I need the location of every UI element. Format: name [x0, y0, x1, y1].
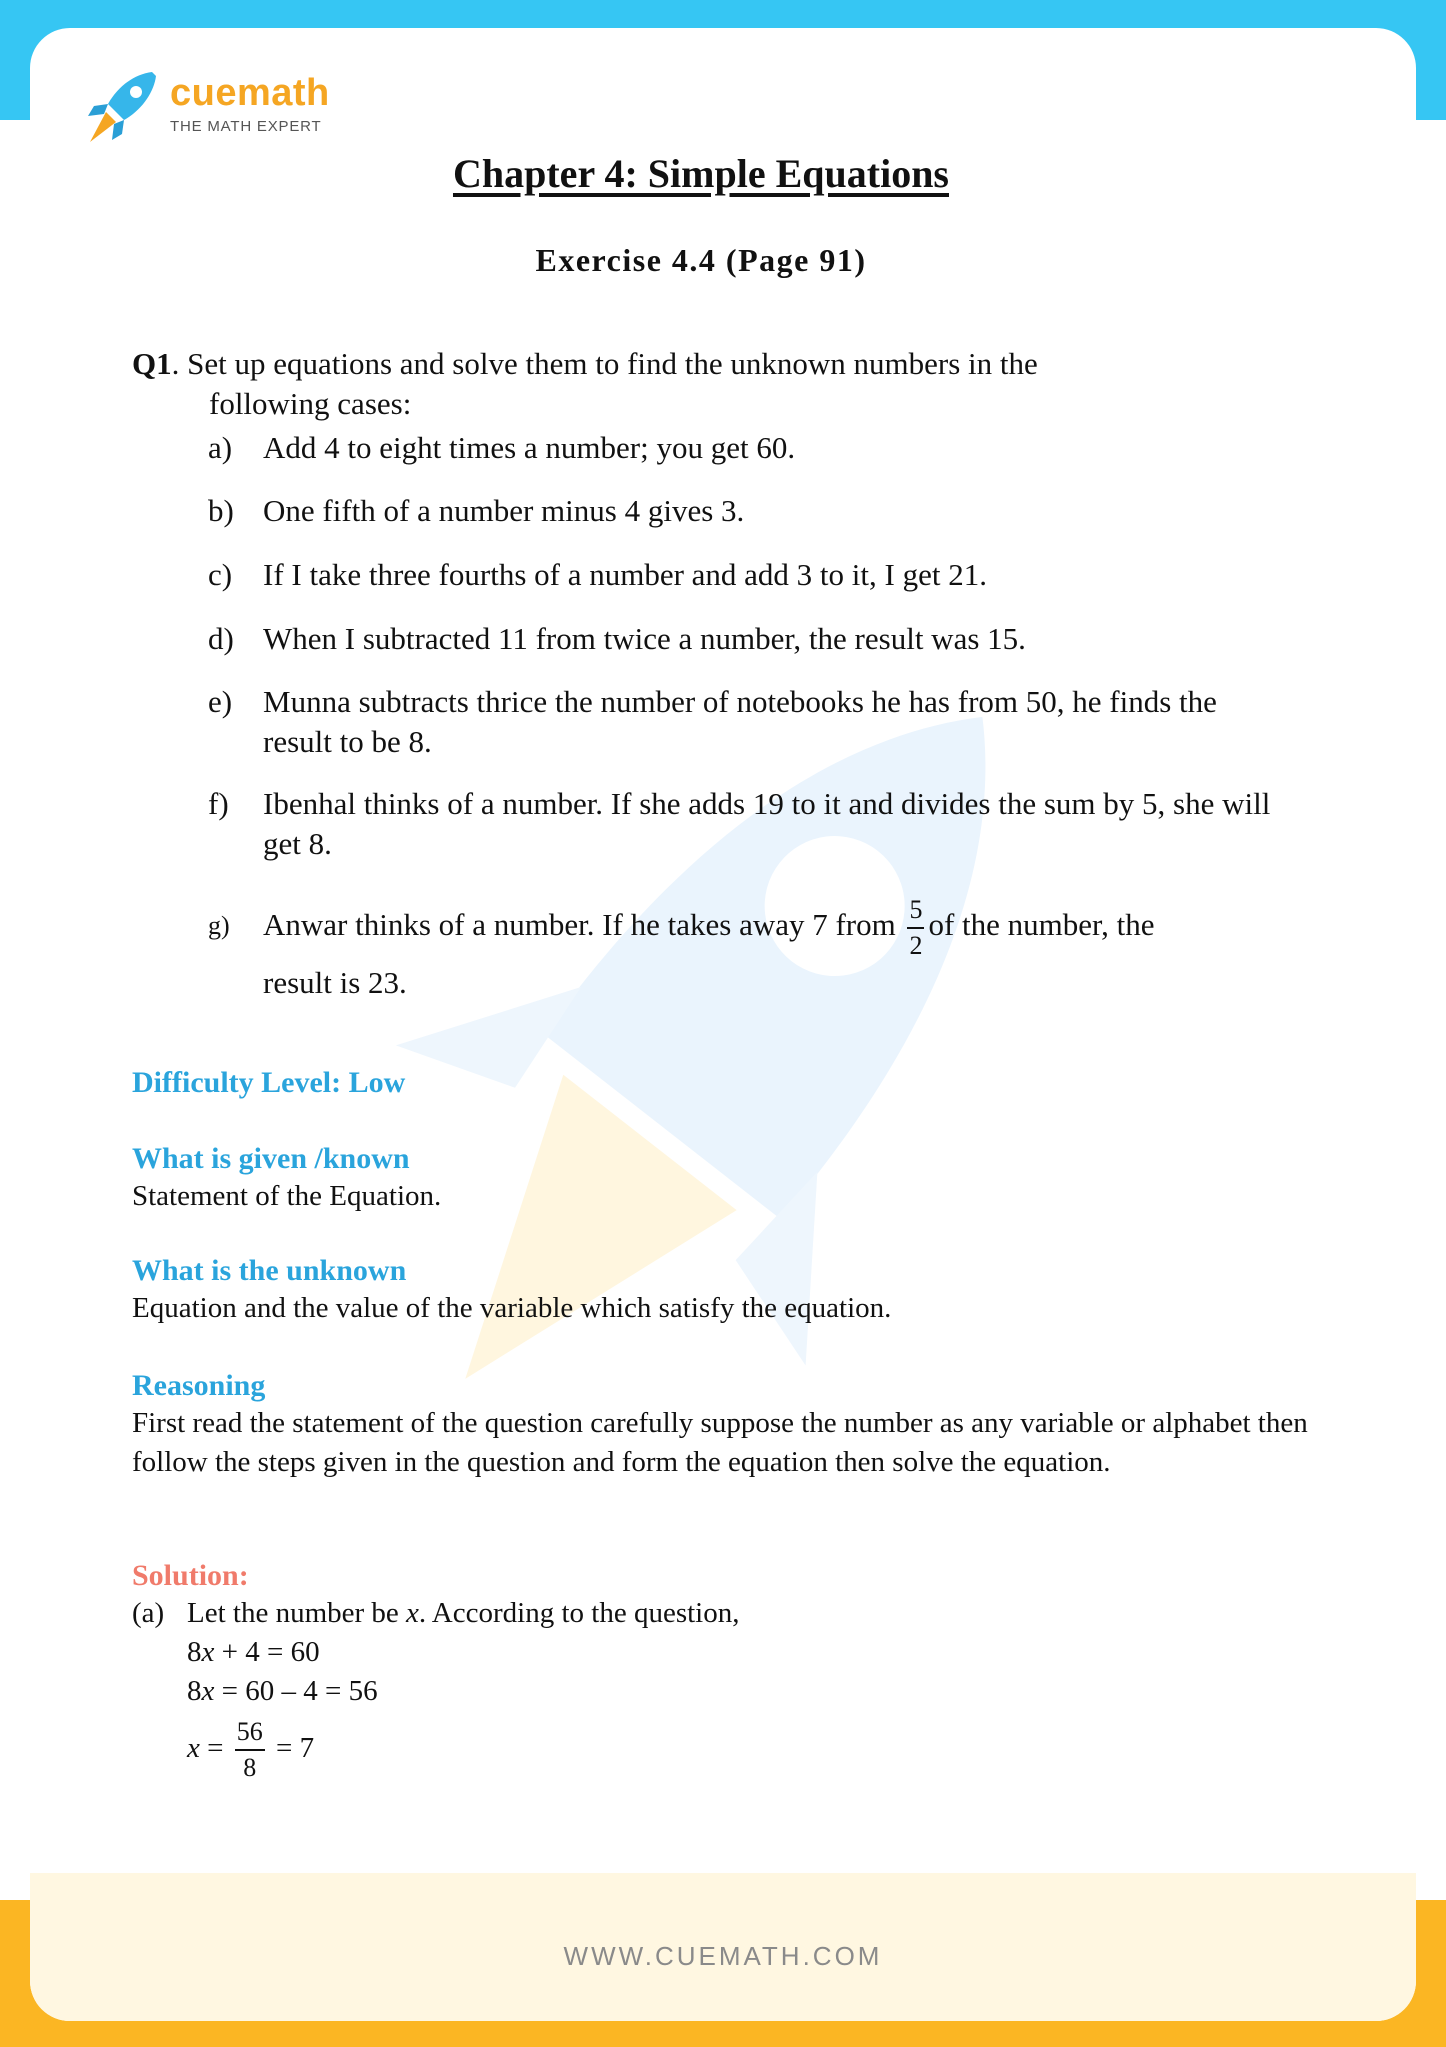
item-g-text-after: of the number, the [928, 907, 1155, 942]
item-text [263, 890, 1155, 960]
difficulty-heading: Difficulty Level: Low [132, 1066, 406, 1099]
given-heading: What is given /known [132, 1142, 410, 1175]
eq2-rest: = 60 – 4 = 56 [214, 1675, 378, 1707]
equation-line-1 [187, 1633, 320, 1671]
fraction [235, 1719, 265, 1781]
solution-part-label: (a) [132, 1597, 165, 1629]
unknown-text: Equation and the value of the variable which satisfy the equation. [132, 1292, 892, 1324]
item-text: Add 4 to eight times a number; you get 60. [263, 430, 796, 465]
unknown-heading: What is the unknown [132, 1254, 407, 1287]
item-text: Ibenhal thinks of a number. If she adds 19 to it and divides the sum by 5, she will get 8. [263, 786, 1271, 861]
item-label: e) [208, 684, 233, 719]
solution-intro [187, 1594, 739, 1632]
item-label: b) [208, 493, 234, 528]
reasoning-heading: Reasoning [132, 1369, 266, 1402]
item-label: c) [208, 557, 233, 592]
eq3-variable: x [187, 1732, 200, 1764]
eq2-variable: x [201, 1675, 215, 1707]
item-text: If I take three fourths of a number and add 3 to it, I get 21. [263, 557, 987, 592]
item-g-text-before: Anwar thinks of a number. If he takes away 7 from [263, 907, 896, 942]
item-text: When I subtracted 11 from twice a number, the result was 15. [263, 621, 1026, 656]
eq3-lhs: = [199, 1732, 224, 1764]
eq2-coefficient: 8 [187, 1675, 202, 1707]
equation-line-2 [187, 1672, 378, 1710]
reasoning-text: First read the statement of the question carefully suppose the number as any variable or alphabet then follow the steps given in the question and form the equation then solve the equation. [132, 1407, 1308, 1478]
fraction-denominator: 2 [909, 930, 923, 960]
question-label: Q1 [132, 346, 172, 381]
footer-website[interactable]: WWW.CUEMATH.COM [563, 1941, 883, 1971]
chapter-title: Chapter 4: Simple Equations [452, 151, 949, 196]
given-text: Statement of the Equation. [132, 1180, 442, 1212]
fraction [907, 894, 924, 960]
eq1-coefficient: 8 [187, 1636, 202, 1668]
fraction-numerator: 56 [235, 1719, 265, 1751]
question-intro-line1: . Set up equations and solve them to find the unknown numbers in the [171, 346, 1038, 381]
cuemath-rocket-logo-icon [80, 68, 160, 143]
eq1-rest: + 4 = 60 [214, 1636, 320, 1668]
brand-tagline: THE MATH EXPERT [170, 118, 322, 135]
question-intro-line2: following cases: [209, 386, 412, 421]
item-text: One fifth of a number minus 4 gives 3. [263, 493, 745, 528]
solution-intro-after: . According to the question, [418, 1597, 740, 1629]
item-text: Munna subtracts thrice the number of notebooks he has from 50, he finds the result to be 8. [263, 684, 1217, 759]
brand-name: cuemath [170, 72, 330, 114]
solution-variable: x [406, 1597, 419, 1629]
solution-intro-before: Let the number be [187, 1597, 407, 1629]
solution-heading: Solution: [132, 1559, 249, 1592]
fraction-numerator: 5 [907, 897, 924, 929]
item-g-line2: result is 23. [263, 965, 407, 1000]
fraction-denominator: 8 [243, 1753, 257, 1783]
item-label: g) [208, 911, 230, 940]
eq1-variable: x [201, 1636, 215, 1668]
eq3-rhs: = 7 [275, 1732, 315, 1764]
item-label: f) [208, 786, 229, 821]
item-label: a) [208, 430, 233, 465]
exercise-title: Exercise 4.4 (Page 91) [535, 242, 867, 278]
equation-line-3 [187, 1712, 314, 1784]
item-label: d) [208, 621, 234, 656]
question-intro [132, 344, 1038, 384]
